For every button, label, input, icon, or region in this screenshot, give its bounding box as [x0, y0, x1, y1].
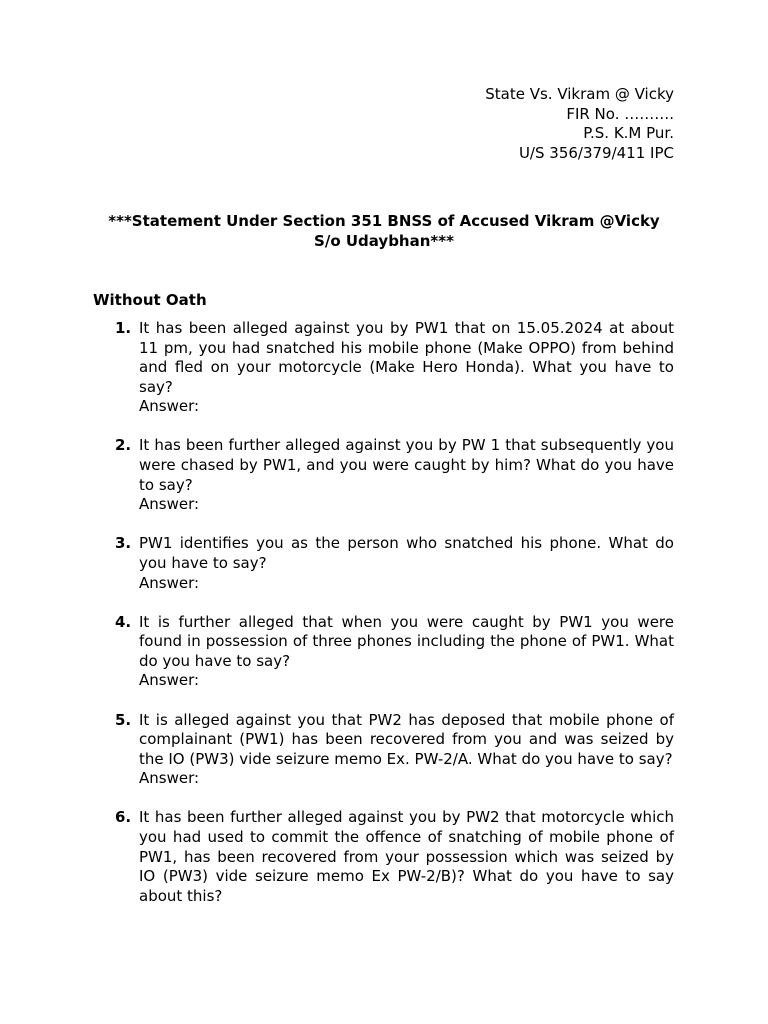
question-number: 3.	[115, 534, 132, 553]
police-station: P.S. K.M Pur.	[583, 124, 674, 142]
question-item	[93, 613, 674, 691]
answer-label: Answer:	[139, 769, 200, 788]
question-number: 5.	[115, 710, 132, 729]
answer-label: Answer:	[139, 671, 200, 690]
question-text: It is alleged against you that PW2 has deposed that mobile phone of complainant (PW1) has been recovered from you and was seized by the IO (PW3) vide seizure memo Ex. PW-2/A. What do you have to say?	[139, 710, 674, 768]
section-heading: Without Oath	[93, 291, 207, 309]
question-text: PW1 identifies you as the person who snatched his phone. What do you have to say?	[139, 534, 674, 572]
answer-label: Answer:	[139, 495, 200, 514]
question-number: 6.	[115, 808, 132, 827]
case-header	[485, 85, 674, 163]
fir-number: FIR No. ……….	[566, 104, 674, 123]
question-item	[93, 534, 674, 593]
question-number: 4.	[115, 612, 132, 631]
question-item	[93, 436, 674, 514]
question-list	[93, 319, 674, 926]
question-text: It is further alleged that when you were caught by PW1 you were found in possession of three phones including the phone of PW1. What do you have to say?	[139, 612, 674, 670]
question-text: It has been further alleged against you by PW2 that motorcycle which you had used to commit the offence of snatching of mobile phone of PW1, has been recovered from your possession which was seized by IO (PW3) vide seizure memo Ex PW-2/B)? What do you have to say about this?	[139, 808, 674, 905]
question-item	[93, 711, 674, 789]
question-item	[93, 319, 674, 417]
question-item	[93, 808, 674, 906]
question-number: 1.	[115, 319, 132, 337]
case-title: State Vs. Vikram @ Vicky	[485, 85, 674, 103]
question-text: It has been further alleged against you by PW 1 that subsequently you were chased by PW1, and you were caught by him? What do you have to say?	[139, 436, 674, 494]
statement-title	[94, 211, 674, 251]
statement-title-line-1: ***Statement Under Section 351 BNSS of Accused Vikram @Vicky	[108, 212, 660, 230]
answer-label: Answer:	[139, 573, 200, 592]
question-text: It has been alleged against you by PW1 that on 15.05.2024 at about 11 pm, you had snatched his mobile phone (Make OPPO) from behind and fled on your motorcycle (Make Hero Honda). What you have to say?	[139, 319, 674, 396]
sections: U/S 356/379/411 IPC	[518, 143, 674, 162]
question-number: 2.	[115, 436, 132, 455]
answer-label: Answer:	[139, 397, 200, 416]
statement-title-line-2: S/o Udaybhan***	[314, 232, 454, 250]
